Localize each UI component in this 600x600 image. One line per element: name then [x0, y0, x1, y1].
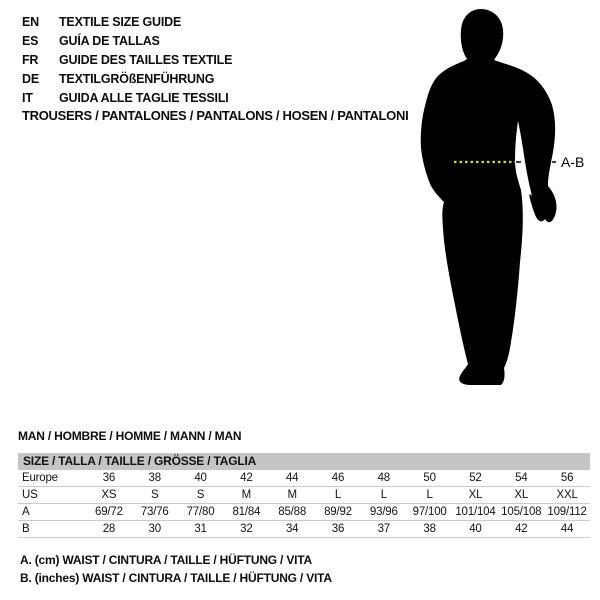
table-cell: M: [241, 489, 252, 501]
table-row: [18, 470, 590, 487]
table-cell: 69/72: [95, 506, 123, 518]
table-cell: 46: [331, 472, 345, 484]
row-label: US: [22, 489, 38, 501]
language-code: FR: [22, 52, 39, 67]
table-row: [18, 504, 590, 521]
table-cell: 37: [377, 523, 391, 535]
table-cell: 81/84: [232, 506, 261, 518]
size-table-header: SIZE / TALLA / TAILLE / GRÖSSE / TAGLIA: [18, 453, 590, 470]
row-label: B: [22, 523, 30, 535]
table-cell: XL: [468, 489, 483, 501]
language-row: [22, 50, 232, 69]
man-silhouette-figure: [410, 0, 600, 400]
table-cell: L: [380, 489, 387, 501]
language-code: IT: [22, 90, 33, 105]
language-label: TEXTILGRÖßENFÜHRUNG: [59, 71, 215, 86]
language-code: DE: [22, 71, 39, 86]
size-table: [18, 453, 590, 538]
language-row: [22, 88, 232, 107]
man-silhouette-icon: [410, 0, 600, 400]
language-code: ES: [22, 33, 39, 48]
row-label: Europe: [22, 472, 58, 484]
measurement-label: A-B: [561, 154, 585, 170]
note-line: A. (cm) WAIST / CINTURA / TAILLE / HÜFTUNG / VITA: [20, 553, 312, 567]
table-cell: 109/112: [547, 506, 587, 518]
table-cell: 38: [148, 472, 161, 484]
section-title-man: MAN / HOMBRE / HOMME / MANN / MAN: [18, 429, 242, 443]
row-label: A: [22, 506, 30, 518]
table-cell: 54: [515, 472, 528, 484]
language-label: TEXTILE SIZE GUIDE: [59, 14, 182, 29]
table-cell: 105/108: [501, 506, 542, 518]
table-cell: L: [334, 489, 342, 501]
table-cell: 32: [240, 523, 253, 535]
table-cell: 40: [194, 472, 207, 484]
table-cell: 52: [469, 472, 482, 484]
table-cell: 77/80: [186, 506, 215, 518]
table-cell: 89/92: [324, 506, 352, 518]
language-label: GUIDA ALLE TAGLIE TESSILI: [59, 90, 229, 105]
table-cell: XS: [101, 489, 117, 501]
language-row: [22, 31, 232, 50]
note-line: B. (inches) WAIST / CINTURA / TAILLE / HÜFTUNG / VITA: [20, 570, 332, 585]
size-table-grid: [18, 470, 590, 538]
table-cell: 48: [377, 472, 391, 484]
table-cell: 50: [423, 472, 436, 484]
table-cell: S: [196, 489, 205, 501]
table-row: [18, 487, 590, 504]
table-cell: 40: [469, 523, 482, 535]
table-cell: 101/104: [455, 506, 496, 518]
man-silhouette: [421, 9, 557, 385]
category-title: TROUSERS / PANTALONES / PANTALONS / HOSEN / PANTALONI: [22, 108, 409, 123]
table-cell: XXL: [556, 489, 578, 501]
table-cell: 34: [285, 523, 299, 535]
table-cell: 36: [331, 523, 345, 535]
table-cell: M: [287, 489, 297, 501]
table-cell: 44: [285, 472, 299, 484]
table-cell: 30: [148, 523, 161, 535]
language-label: GUIDE DES TAILLES TEXTILE: [59, 52, 233, 67]
table-cell: 93/96: [369, 506, 398, 518]
language-row: [22, 12, 232, 31]
table-cell: 44: [560, 523, 574, 535]
table-cell: 56: [560, 472, 574, 484]
table-cell: 36: [102, 472, 116, 484]
language-code: EN: [22, 14, 39, 29]
table-cell: 73/76: [140, 506, 169, 518]
measurement-notes: [20, 552, 332, 587]
table-cell: 42: [515, 523, 528, 535]
table-cell: 31: [194, 523, 207, 535]
table-cell: 42: [240, 472, 253, 484]
table-cell: 38: [423, 523, 436, 535]
table-cell: L: [426, 489, 433, 501]
language-label: GUÍA DE TALLAS: [59, 33, 160, 48]
table-cell: 28: [102, 523, 116, 535]
table-row: [18, 521, 590, 538]
language-list: [22, 12, 232, 107]
table-cell: XL: [514, 489, 529, 501]
table-cell: 85/88: [278, 506, 307, 518]
language-row: [22, 69, 232, 88]
table-cell: S: [150, 489, 159, 501]
table-cell: 97/100: [412, 506, 447, 518]
